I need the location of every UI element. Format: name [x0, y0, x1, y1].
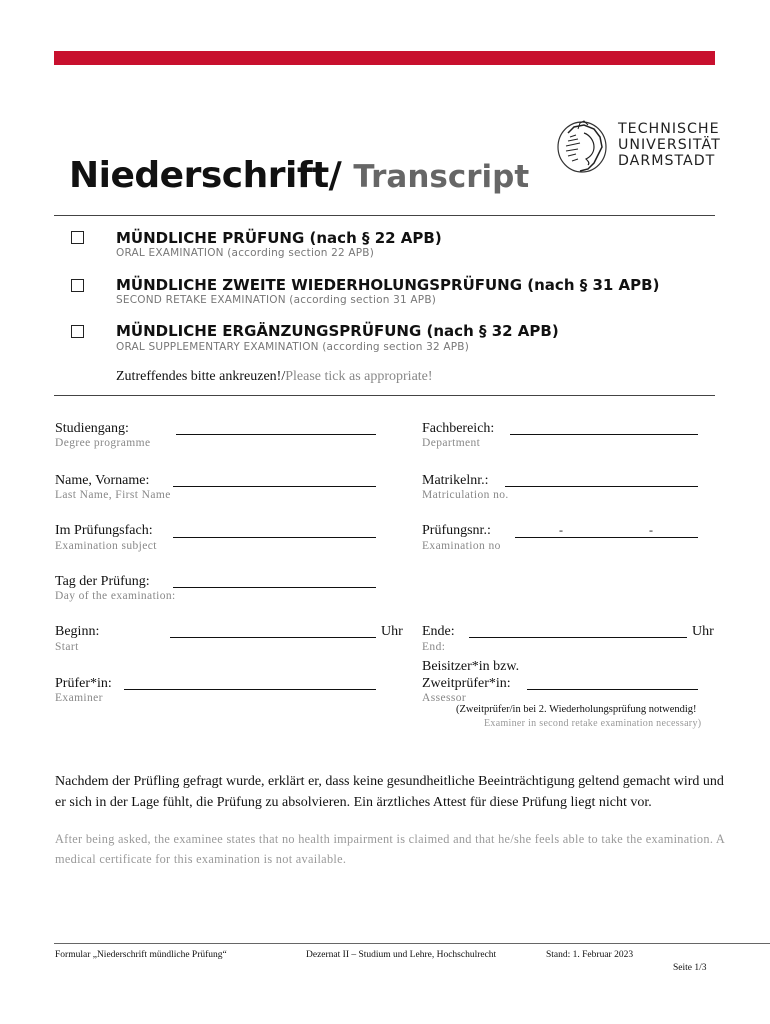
option-subtitle: ORAL EXAMINATION (according section 22 APB)	[116, 247, 375, 259]
exam-subject-sublabel: Examination subject	[55, 540, 157, 552]
page-number: Seite 1/3	[673, 963, 707, 973]
title-english: Transcript	[353, 159, 530, 195]
assessor-field[interactable]	[527, 689, 698, 690]
assessor-note-english: Examiner in second retake examination necessary)	[484, 718, 702, 729]
option-title: MÜNDLICHE PRÜFUNG (nach § 22 APB)	[116, 229, 442, 247]
footer-date: Stand: 1. Februar 2023	[546, 950, 634, 960]
department-field[interactable]	[510, 434, 698, 435]
exam-number-separator: -	[649, 523, 653, 537]
title-german: Niederschrift/	[69, 155, 342, 196]
exam-number-sublabel: Examination no	[422, 540, 501, 552]
name-field[interactable]	[173, 486, 376, 487]
start-time-unit: Uhr	[381, 624, 403, 639]
end-time-sublabel: End:	[422, 641, 446, 653]
footer-office: Dezernat II – Studium und Lehre, Hochschulrecht	[306, 950, 497, 960]
header-accent-bar	[54, 51, 715, 65]
exam-date-field[interactable]	[173, 587, 376, 588]
logo-line-2: UNIVERSITÄT	[618, 137, 721, 153]
assessor-sublabel: Assessor	[422, 692, 467, 704]
matriculation-field[interactable]	[505, 486, 698, 487]
assessor-note-german: (Zweitprüfer/in bei 2. Wiederholungsprüfung notwendig!	[456, 704, 697, 715]
end-time-unit: Uhr	[692, 624, 714, 639]
start-time-sublabel: Start	[55, 641, 79, 653]
name-label: Name, Vorname:	[55, 473, 150, 488]
declaration-english: After being asked, the examinee states that no health impairment is claimed and that he/she feels able to take the examination. A medical certificate for this examination is not available.	[55, 832, 725, 866]
logo-line-1: TECHNISCHE	[618, 121, 720, 137]
examiner-label: Prüfer*in:	[55, 676, 112, 691]
exam-date-label: Tag der Prüfung:	[55, 574, 150, 589]
exam-number-separator: -	[559, 523, 563, 537]
logo-line-3: DARMSTADT	[618, 153, 716, 169]
oral-exam-checkbox[interactable]	[71, 231, 84, 244]
degree-programme-label: Studiengang:	[55, 421, 129, 436]
university-name	[618, 121, 721, 169]
exam-date-sublabel: Day of the examination:	[55, 590, 176, 602]
start-time-label: Beginn:	[55, 624, 100, 639]
degree-programme-field[interactable]	[176, 434, 376, 435]
examiner-field[interactable]	[124, 689, 376, 690]
footer-form-name: Formular „Niederschrift mündliche Prüfung“	[55, 950, 227, 960]
name-sublabel: Last Name, First Name	[55, 489, 171, 501]
athena-head-icon	[554, 119, 610, 177]
department-label: Fachbereich:	[422, 421, 495, 436]
instruction-german: Zutreffendes bitte ankreuzen!/	[116, 369, 286, 384]
start-time-field[interactable]	[170, 637, 376, 638]
option-title: MÜNDLICHE ZWEITE WIEDERHOLUNGSPRÜFUNG (nach § 31 APB)	[116, 276, 660, 294]
second-examiner-label: Zweitprüfer*in:	[422, 676, 511, 691]
footer-divider	[54, 943, 770, 944]
degree-programme-sublabel: Degree programme	[55, 437, 151, 449]
exam-number-field[interactable]	[515, 537, 698, 538]
second-retake-checkbox[interactable]	[71, 279, 84, 292]
assessor-label: Beisitzer*in bzw.	[422, 659, 520, 674]
option-subtitle: ORAL SUPPLEMENTARY EXAMINATION (according section 32 APB)	[116, 341, 470, 353]
instruction-english: Please tick as appropriate!	[285, 369, 433, 384]
supplementary-exam-checkbox[interactable]	[71, 325, 84, 338]
page-title	[69, 155, 529, 196]
instruction-text	[116, 369, 433, 385]
declaration-german: Nachdem der Prüfling gefragt wurde, erklärt er, dass keine gesundheitliche Beeinträchtigung geltend gemacht wird und er sich in der Lage fühlt, die Prüfung zu absolvieren. Ein ärztliches Attest für diese Prüfung liegt nicht vor.	[55, 774, 724, 810]
examiner-sublabel: Examiner	[55, 692, 103, 704]
divider	[54, 215, 715, 216]
divider	[54, 395, 715, 396]
exam-number-label: Prüfungsnr.:	[422, 523, 491, 538]
end-time-label: Ende:	[422, 624, 455, 639]
department-sublabel: Department	[422, 437, 481, 449]
matriculation-label: Matrikelnr.:	[422, 473, 489, 488]
exam-subject-field[interactable]	[173, 537, 376, 538]
option-subtitle: SECOND RETAKE EXAMINATION (according section 31 APB)	[116, 294, 437, 306]
end-time-field[interactable]	[469, 637, 687, 638]
option-title: MÜNDLICHE ERGÄNZUNGSPRÜFUNG (nach § 32 APB)	[116, 322, 559, 340]
exam-subject-label: Im Prüfungsfach:	[55, 523, 153, 538]
matriculation-sublabel: Matriculation no.	[422, 489, 509, 501]
